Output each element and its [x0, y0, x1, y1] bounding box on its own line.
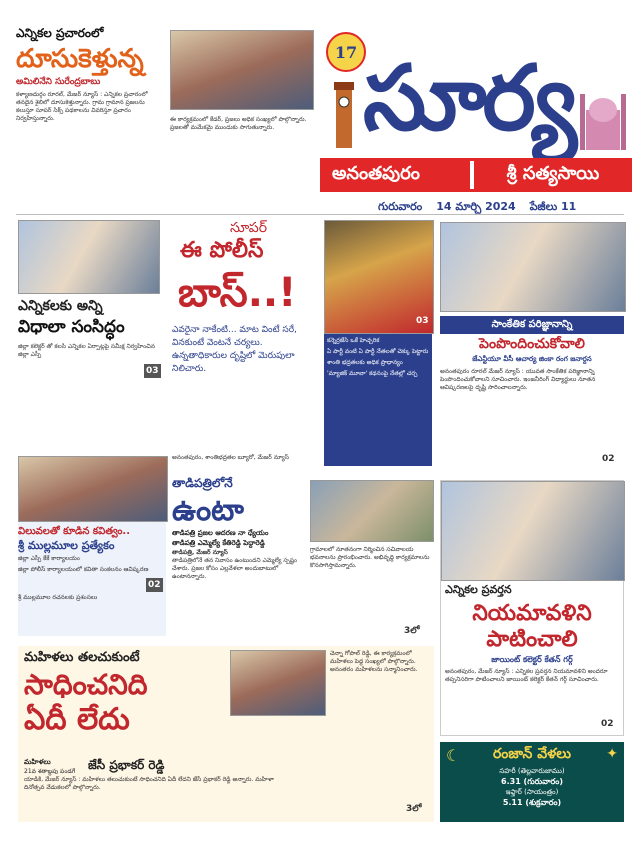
mosque-icon	[578, 80, 628, 150]
story2-headline2: బాస్..!	[178, 270, 297, 316]
edition-bar	[320, 158, 632, 192]
story-poetry	[18, 456, 166, 636]
story-technology	[440, 222, 624, 474]
story5-page-ref: 02	[148, 580, 161, 590]
story-campaign	[16, 26, 314, 210]
story8-side2: 21వ శతాబ్దపు పండగే	[24, 768, 76, 775]
story4-headline: సాంకేతిక పరిజ్ఞానాన్ని	[440, 316, 624, 334]
story8-side1: మహిళలు	[24, 758, 51, 766]
story7-kicker: ఎన్నికల ప్రవర్తన	[445, 583, 512, 596]
story8-photo	[230, 650, 326, 716]
masthead	[318, 30, 636, 240]
story8-sidebar	[24, 758, 84, 776]
story8-headline2: ఏదీ లేదు	[24, 702, 130, 737]
story4-text: అనంతపురం రూరల్ మేజర్ న్యూస్ : యువత సాంకేతిక పరిజ్ఞానాన్ని పెంపొందించుకోవాలని సూచించారు. ఇంజనీరింగ్ విద్యార్థులు నూతన ఆవిష్కరణలపై దృష్టి సారించాలన్నారు.	[440, 368, 596, 391]
story3-headline1: ఎన్నికలకు అన్ని	[18, 298, 103, 314]
story5-headline: విలువలతో కూడిన కవిత్వం..	[18, 526, 130, 537]
ad-row2: ఇఫ్తార్ (సాయంత్రం)	[505, 788, 559, 796]
story-tadipatri	[172, 476, 434, 642]
story1-text: కళ్యాణదుర్గం రూరల్, మేజర్ న్యూస్ : ఎన్నికల ప్రచారంలో తనదైన శైలిలో దూసుకెళ్తున్నారు. గ్రామ గ్రామాన ప్రజలను కలుస్తూ సూపర్ సిక్స్ పథకాలను వివరిస్తూ ప్రచారం నిర్వహిస్తున్నారు.	[16, 91, 148, 122]
ad-row1: సహరీ (తెల్లవారుజాము)	[499, 767, 565, 775]
lantern-icon: ✦	[606, 746, 618, 762]
story6-credit: తాడిపత్రి, మేజర్ న్యూస్	[172, 549, 228, 556]
edition-sathyasai: శ్రీ సత్యసాయి	[506, 162, 600, 184]
story6-photo	[310, 480, 434, 542]
story4-byline: జేఎన్టీయూ వీసీ ఆచార్య జింకా రంగ జనార్దన	[472, 355, 592, 363]
story5-bullet2: శ్రీ ముల్లమూల రచనలకు ప్రశంసలు	[18, 594, 98, 601]
ad-title: రంజాన్ వేళలు	[493, 746, 571, 762]
story4-headline2: పెంపొందించుకోవాలి	[479, 336, 585, 352]
day: గురువారం	[378, 200, 423, 213]
story5-bullet1: జిల్లా పోలీస్ కార్యాలయంలో కవితా సంకలనం ఆవిష్కరణ	[18, 566, 149, 573]
story3-page-ref: 03	[146, 366, 159, 376]
story4-photo	[440, 222, 626, 312]
story7-headline: నియమావళిని	[472, 601, 592, 626]
story-code-of-conduct	[440, 480, 624, 736]
story3-text: జిల్లా కలెక్టర్ తో కలసి ఎన్నికల ఏర్పాట్లపై సమీక్ష నిర్వహించిన జిల్లా ఎస్పీ	[18, 343, 155, 358]
edition-anantapuram: అనంతపురం	[332, 162, 420, 184]
story8-text2: చెన్నా గోపాల్ రెడ్డి, ఈ కార్యక్రమంలో మహిళలు పెద్ద సంఖ్యలో పాల్గొన్నారు. అనంతరం మహిళలను సన్మానించారు.	[330, 650, 418, 673]
story6-page-ref: 3లో	[404, 626, 420, 636]
story-police-boss	[170, 220, 434, 470]
date: 14 మార్చి 2024	[436, 200, 516, 213]
story2-kicker: సూపర్	[230, 220, 268, 236]
story7-text: అనంతపురం, మేజర్ న్యూస్ : ఎన్నికల ప్రవర్తన నియమావళిని అందరూ తప్పనిసరిగా పాటించాలని జాయింట్ కలెక్టర్ కేతన్ గర్గ్ సూచించారు.	[445, 668, 608, 683]
story2-headline: ఈ పోలీస్	[180, 238, 264, 263]
story1-byline: అమిలినేని సురేంద్రబాబు	[16, 77, 101, 87]
story6-deck1: తాడిపత్రి ప్రజల ఆదరణ నా ధ్యేయం	[172, 529, 269, 537]
story1-kicker: ఎన్నికల ప్రచారంలో	[16, 26, 104, 40]
story2-credit: అనంతపురం, శాంతిభద్రతల బ్యూరో, మేజర్ న్యూస్	[172, 454, 289, 461]
crescent-icon: ☾	[446, 746, 461, 765]
story2-page-ref: 03	[416, 316, 429, 326]
ramzan-timings-box	[440, 742, 624, 822]
story2-text: ఎవరైనా నాకేంటి... మాట వింటే సరే, వినకుంటే వెంటనే చర్యలు. ఉన్నతాధికారుల దృష్టిలో మెరుపులా నిలిచారు.	[172, 325, 297, 374]
story5-sub: శ్రీ ముల్లమూల ప్రత్యేకం	[18, 539, 115, 552]
story7-byline: జాయింట్ కలెక్టర్ కేతన్ గర్గ్	[491, 655, 573, 664]
story1-headline: దూసుకెళ్తున్న	[16, 44, 144, 74]
bullet-item: ఏ పార్టీ వంటి ఏ పార్టీ నేతలతో చెక్కు పెట్టారు	[327, 348, 429, 355]
ad-row1-time: 6.31 (గురువారం)	[501, 777, 563, 786]
story5-byline: జిల్లా ఎస్పీ కేకే కార్యాలయం	[18, 555, 80, 562]
clock-tower-icon	[330, 78, 358, 148]
story8-kicker: మహిళలు తలచుకుంటే	[24, 650, 140, 665]
story6-text2: గ్రామాలలో నూతనంగా నిర్మించిన సచివాలయ భవనాలను ప్రారంభించారు. అభివృద్ధి కార్యక్రమాలను కొనసాగిస్తామన్నారు.	[310, 546, 430, 569]
story8-page-ref: 3లో	[406, 804, 422, 814]
story-election-ready	[18, 220, 164, 450]
story5-photo	[18, 456, 168, 522]
bullet-item: శాంతి భద్రతలకు అధిక ప్రాధాన్యం	[327, 359, 403, 366]
story6-deck2: తాడిపత్రి ఎమ్మెల్యే కేతిరెడ్డి పెద్దారెడ్డి	[172, 539, 265, 547]
page-count: పేజీలు 11	[529, 200, 577, 213]
story8-byline: జేసీ ప్రభాకర్ రెడ్డి	[88, 758, 165, 772]
story7-headline2: పాటించాలి	[486, 627, 578, 652]
story6-text: తాడిపత్రిలోనే తన నివాసం ఉంటుందని ఎమ్మెల్యే స్పష్టం చేశారు. ప్రజల కోసం ఎల్లవేళలా అందుబాటులో ఉంటానన్నారు.	[172, 557, 298, 580]
bullet-item: 'మ్యాజిక్ మూవా' కథనంపై నేతల్లో చర్చ	[327, 370, 418, 377]
story6-headline: ఉంటా	[172, 493, 244, 528]
story3-photo	[18, 220, 160, 294]
story7-photo	[441, 481, 625, 581]
anniversary-number: 17	[334, 42, 358, 62]
story3-headline2: విధాలా సంసిద్ధం	[18, 317, 125, 337]
story6-kicker: తాడిపత్రిలోనే	[172, 476, 233, 490]
bullet-item: కన్నెర్రజేసి ఒకే హెచ్చరిక	[327, 337, 380, 344]
story1-photo	[170, 30, 314, 110]
story7-page-ref: 02	[601, 719, 614, 729]
story4-page-ref: 02	[602, 454, 615, 464]
story2-bullets	[324, 334, 432, 466]
masthead-title: సూర్య	[363, 46, 573, 151]
story-women	[18, 646, 434, 822]
story1-text2: ఈ కార్యక్రమంలో కేడర్, ప్రజలు అధిక సంఖ్యలో పాల్గొన్నారు. ప్రజలతో మమేకమై ముందుకు సాగుతున్నారు.	[170, 116, 307, 131]
story8-headline: సాధించనిది	[24, 668, 148, 701]
divider	[16, 214, 624, 215]
story8-text: యాడికి, మేజర్ న్యూస్ : మహిళలు తలుచుకుంటే సాధించనిది ఏదీ లేదని జేసీ ప్రభాకర్ రెడ్డి అన్నారు. మహిళా దినోత్సవ వేడుకలలో పాల్గొన్నారు.	[24, 776, 274, 791]
ad-row2-time: 5.11 (శుక్రవారం)	[502, 798, 562, 807]
dateline	[378, 200, 632, 218]
